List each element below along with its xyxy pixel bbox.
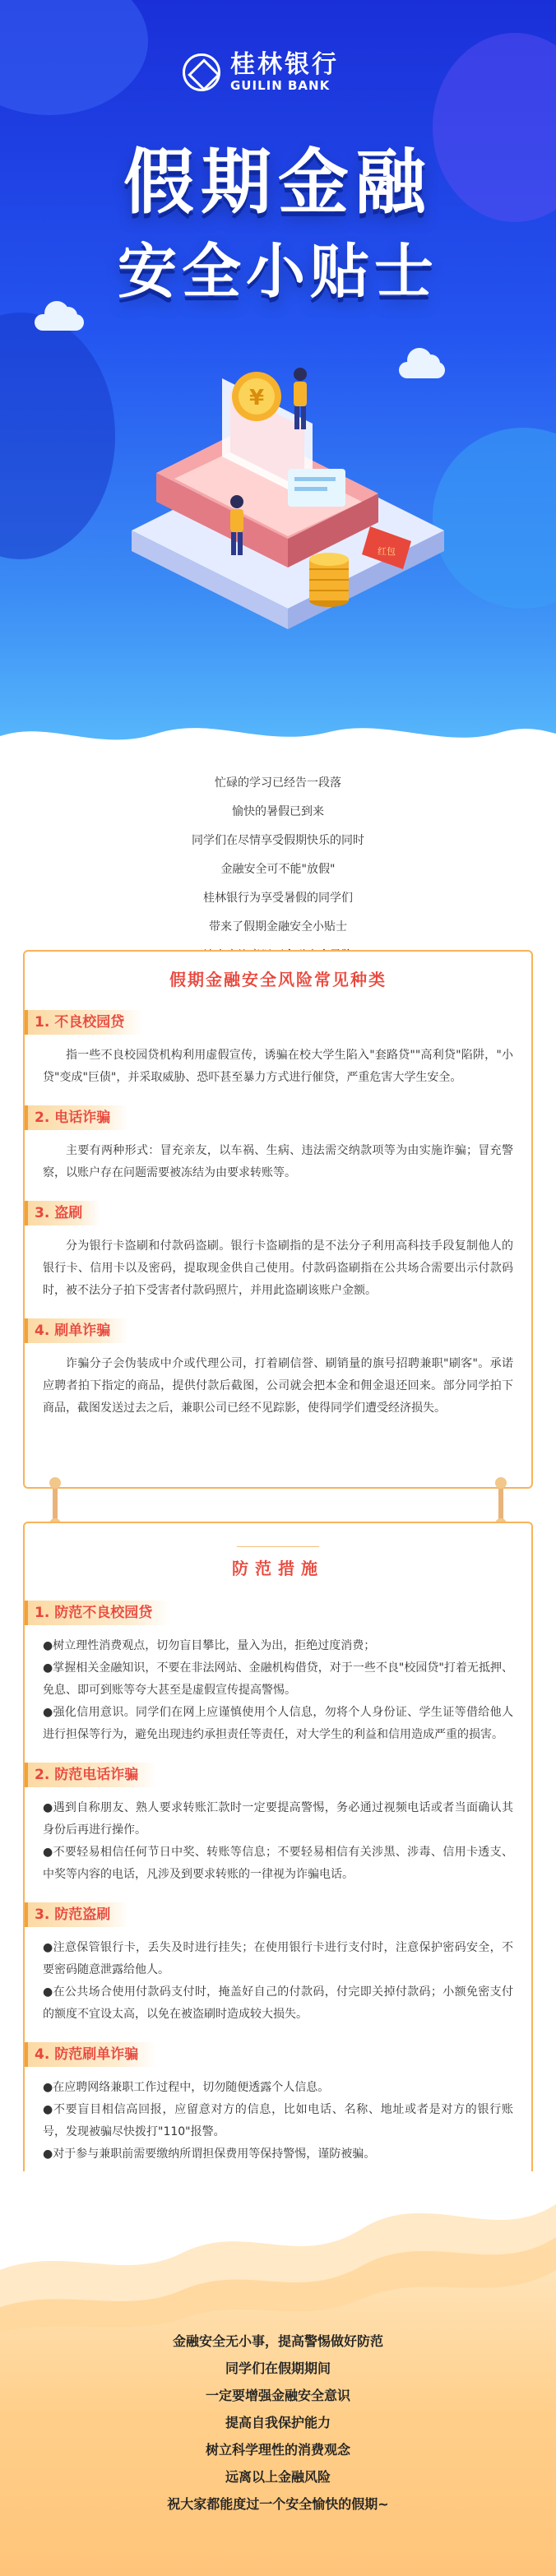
intro-line: 愉快的暑假已到来 <box>232 805 324 818</box>
section-bullet: ● 在应聘网络兼职工作过程中，切勿随便透露个人信息。 <box>43 2077 513 2099</box>
section-tag: 1. 防范不良校园贷 <box>25 1601 170 1625</box>
prevention-section <box>25 2042 531 2166</box>
footer-message <box>0 2328 556 2518</box>
bank-name-cn: 桂林银行 <box>230 50 339 79</box>
coin-stack-icon <box>309 553 349 607</box>
card-connector <box>49 1479 61 1528</box>
footer-line: 同学们在假期期间 <box>225 2361 331 2376</box>
footer-line: 一定要增强金融安全意识 <box>205 2388 350 2403</box>
section-bullet: ● 强化信用意识。同学们在网上应谨慎使用个人信息，勿将个人身份证、学生证等借给他人进行担保等行为，避免出现违约承担责任等责任，对大学生的利益和信用造成严重的损害。 <box>43 1702 513 1746</box>
coin-symbol: ¥ <box>248 386 265 410</box>
section-bullet: ● 对于参与兼职前需要缴纳所谓担保费用等保持警惕，谨防被骗。 <box>43 2143 513 2166</box>
page-title-line1: 假期金融 <box>123 141 433 224</box>
section-body: 指一些不良校园贷机构利用虚假宣传，诱骗在校大学生陷入"套路贷""高利贷"陷阱，"小贷"变成"巨债"，并采取威胁、恐吓甚至暴力方式进行催贷，严重危害大学生安全。 <box>43 1049 513 1084</box>
intro-line: 桂林银行为享受暑假的同学们 <box>203 892 353 905</box>
section-bullet: ● 掌握相关金融知识，不要在非法网站、金融机构借贷，对于一些不良"校园贷"打着无抵押、免息、即可到账等夸大甚至是虚假宣传提高警惕。 <box>43 1657 513 1702</box>
section-bullet: ● 在公共场合使用付款码支付时，掩盖好自己的付款码，付完即关掉付款码；小额免密支付的额度不宜设太高，以免在被盗刷时造成较大损失。 <box>43 1981 513 2026</box>
section-tag: 2. 防范电话诈骗 <box>25 1763 156 1787</box>
footer-wave-decoration <box>0 2171 556 2336</box>
prevention-section <box>25 1601 531 1746</box>
intro-text <box>0 769 556 971</box>
section-bullet: ● 遇到自称朋友、熟人要求转账汇款时一定要提高警惕，务必通过视频电话或者当面确认其身份后再进行操作。 <box>43 1797 513 1842</box>
section-tag: 1. 不良校园贷 <box>25 1010 142 1035</box>
bank-logo <box>183 49 339 95</box>
section-body: 诈骗分子会伪装成中介或代理公司，打着刷信誉、刷销量的旗号招聘兼职"刷客"。承诺应聘者拍下指定的商品，提供付款后截图，公司就会把本金和佣金退还回来。部分同学拍下商品，截图发送过去之后，兼职公司已经不见踪影，使得同学们遭受经济损失。 <box>43 1357 513 1415</box>
hero-banner <box>0 0 556 740</box>
risk-section <box>25 1201 531 1302</box>
section-tag: 4. 刷单诈骗 <box>25 1318 128 1343</box>
section-bullet: ● 树立理性消费观点，切勿盲目攀比，量入为出，拒绝过度消费； <box>43 1635 513 1657</box>
section-tag: 3. 防范盗刷 <box>25 1902 128 1927</box>
hero-wave-divider <box>0 716 556 765</box>
cloud-icon <box>35 314 84 331</box>
section-tag: 4. 防范刷单诈骗 <box>25 2042 156 2067</box>
prevention-card <box>23 1522 533 2180</box>
risk-section <box>25 1010 531 1089</box>
risk-section <box>25 1318 531 1420</box>
isometric-phone-illustration <box>123 354 452 666</box>
intro-line: 带来了假期金融安全小贴士 <box>209 920 347 934</box>
intro-line: 同学们在尽情享受假期快乐的同时 <box>192 834 364 847</box>
footer-line: 远离以上金融风险 <box>225 2469 331 2485</box>
section-body: 主要有两种形式：冒充亲友，以车祸、生病、违法需交纳款项等为由实施诈骗；冒充警察，以账户存在问题需要被冻结为由要求转账等。 <box>43 1144 513 1179</box>
prevention-title: 防范措施 <box>25 1546 531 1579</box>
risk-types-title: 假期金融安全风险常见种类 <box>169 970 387 989</box>
intro-line: 忙碌的学习已经告一段落 <box>215 776 341 790</box>
footer-line: 提高自我保护能力 <box>225 2415 331 2430</box>
prevention-section <box>25 1763 531 1886</box>
bank-name-en: GUILIN BANK <box>230 78 331 93</box>
section-bullet: ● 不要轻易相信任何节日中奖、转账等信息；不要轻易相信有关涉黑、涉毒、信用卡透支、中奖等内容的电话，凡涉及到要求转账的一律视为诈骗电话。 <box>43 1842 513 1886</box>
section-body: 分为银行卡盗刷和付款码盗刷。银行卡盗刷指的是不法分子利用高科技手段复制他人的银行卡、信用卡以及密码，提取现金供自己使用。付款码盗刷指在公共场合需要出示付款码时，被不法分子拍下受害者付款码照片，并用此盗刷该账户金额。 <box>43 1239 513 1297</box>
card-connector <box>495 1479 507 1528</box>
section-tag: 3. 盗刷 <box>25 1201 100 1225</box>
risk-section <box>25 1105 531 1184</box>
page-title-line2: 安全小贴士 <box>117 237 438 306</box>
section-bullet: ● 不要盲目相信高回报，应留意对方的信息，比如电话、名称、地址或者是对方的银行账号，发现被骗尽快拨打"110"报警。 <box>43 2099 513 2143</box>
section-tag: 2. 电话诈骗 <box>25 1105 128 1130</box>
envelope-label: 红包 <box>378 546 396 557</box>
risk-types-card <box>23 950 533 1489</box>
footer-line: 金融安全无小事，提高警惕做好防范 <box>172 2333 383 2349</box>
intro-line: 金融安全可不能"放假" <box>220 863 336 876</box>
footer-line: 树立科学理性的消费观念 <box>205 2442 350 2458</box>
footer-banner <box>0 2171 556 2576</box>
bank-logo-icon <box>183 53 220 91</box>
footer-line: 祝大家都能度过一个安全愉快的假期~ <box>167 2496 389 2512</box>
bg-blob <box>0 0 148 115</box>
bg-blob <box>0 313 115 559</box>
prevention-section <box>25 1902 531 2026</box>
coin-icon <box>232 372 281 421</box>
section-bullet: ● 注意保管银行卡，丢失及时进行挂失；在使用银行卡进行支付时，注意保护密码安全，不要密码随意泄露给他人。 <box>43 1937 513 1981</box>
